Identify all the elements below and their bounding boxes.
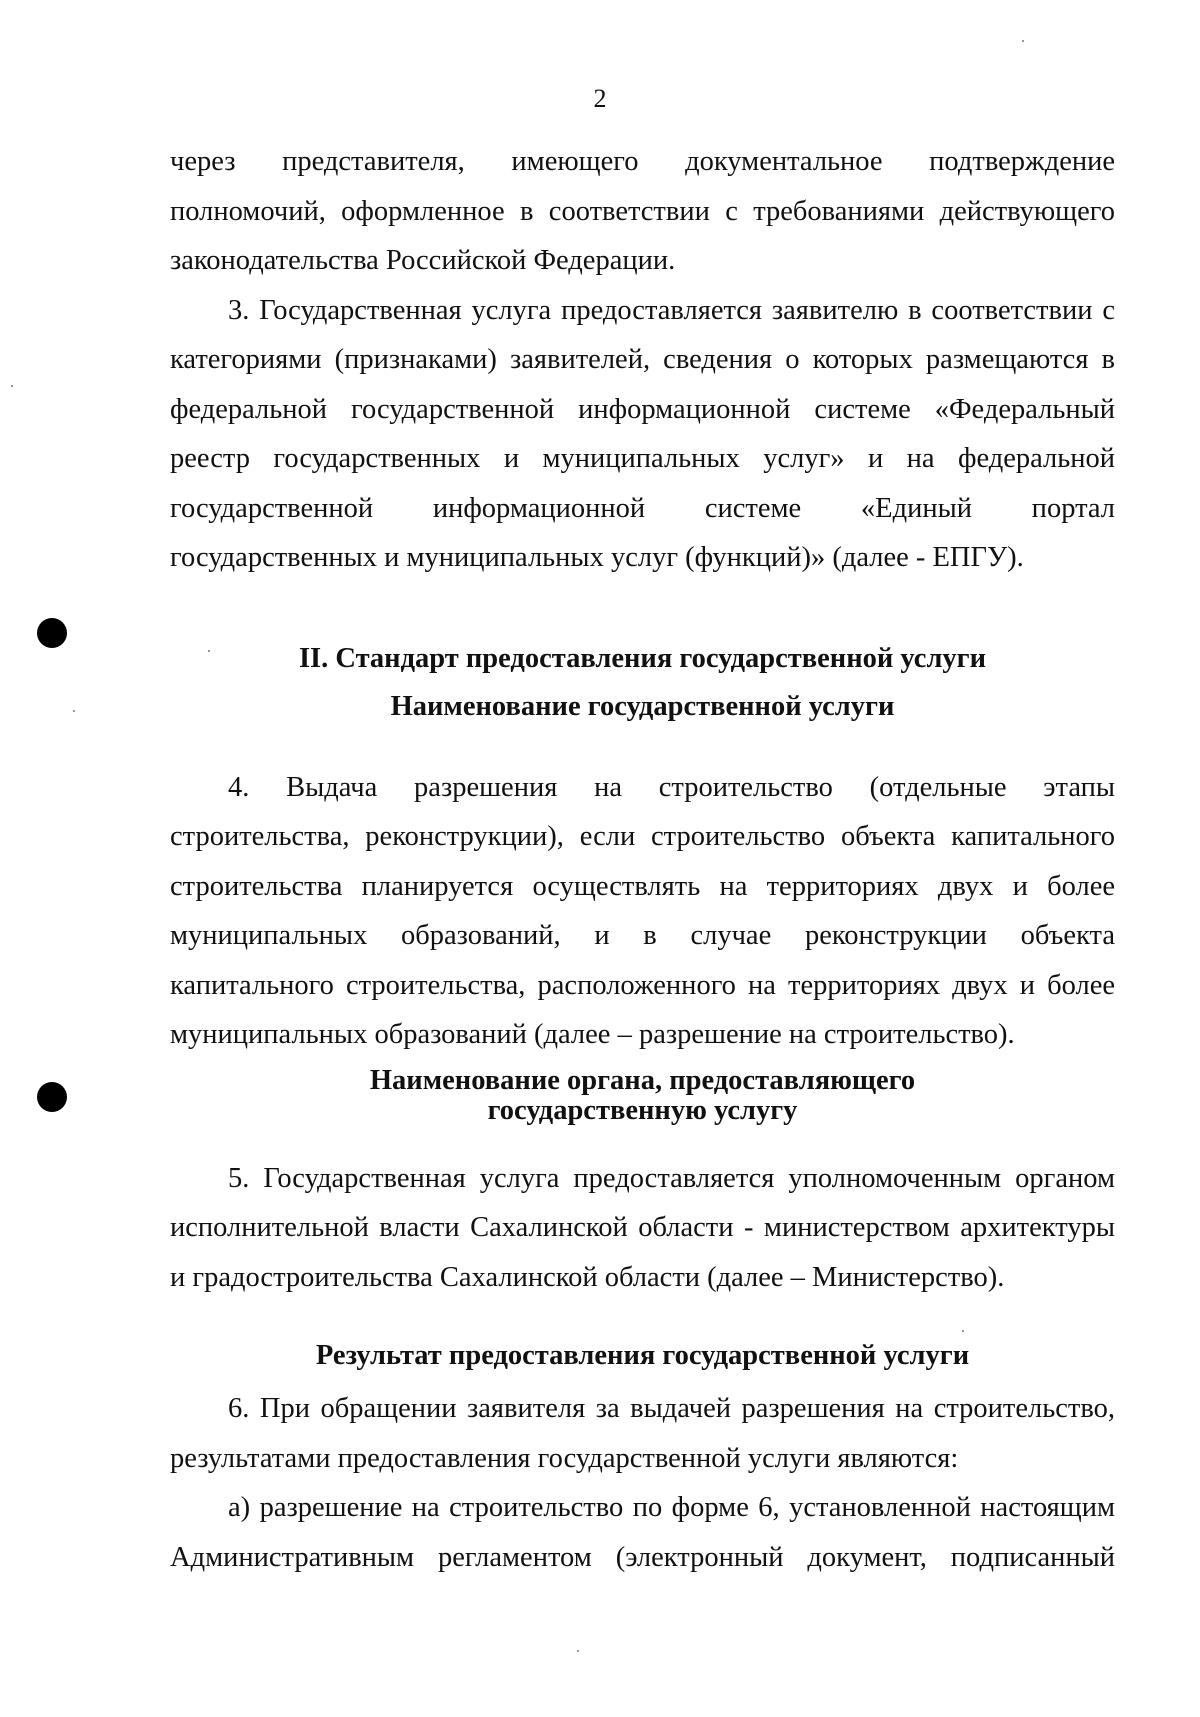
document-body [170, 137, 1115, 1582]
page-number: 2 [593, 84, 607, 113]
scan-speck [577, 1650, 579, 1652]
section-title: II. Стандарт предоставления государственной услуги [298, 642, 987, 674]
scan-speck [11, 385, 13, 387]
paragraph-4: 4. Выдача разрешения на строительство (отдельные этапы строительства, реконструкции), если строительство объекта капитального строительства планируется осуществлять на территориях двух и более муниципальных образований, и в случае реконструкции объекта капитального строительства, расположенного на территориях двух и более муниципальных образований (далее – разрешение на строительство). [170, 771, 1115, 1050]
paragraph-6a: а) разрешение на строительство по форме 6, установленной настоящим Административным регламентом (электронный документ, подписанный [170, 1492, 1115, 1573]
paragraph-3: 3. Государственная услуга предоставляется заявителю в соответствии с категориями (признаками) заявителей, сведения о которых размещаются в федеральной государственной информационной системе «Федеральный реестр государственных и муниципальных услуг» и на федеральной государственной информационной системе «Единый портал государственных и муниципальных услуг (функций)» (далее - ЕПГУ). [170, 294, 1115, 573]
paragraph-6: 6. При обращении заявителя за выдачей разрешения на строительство, результатами предоставления государственной услуги являются: [170, 1393, 1115, 1474]
subsection-title-organ [170, 1066, 1115, 1126]
subsection-title-organ-line1: Наименование органа, предоставляющего [369, 1064, 916, 1096]
punch-hole-mark [37, 1082, 67, 1112]
paragraph-representative: через представителя, имеющего документальное подтверждение полномочий, оформленное в соответствии с требованиями действующего законодательства Российской Федерации. [170, 146, 1115, 276]
punch-hole-mark [37, 618, 67, 648]
scan-speck [1022, 40, 1024, 42]
scan-speck [73, 710, 75, 712]
paragraph-5: 5. Государственная услуга предоставляется уполномоченным органом исполнительной власти Сахалинской области - министерством архитектуры и градостроительства Сахалинской области (далее – Министерство). [170, 1162, 1115, 1293]
subsection-title-service-name: Наименование государственной услуги [390, 690, 895, 722]
subsection-title-result: Результат предоставления государственной услуги [315, 1340, 970, 1371]
subsection-title-organ-line2: государственную услугу [487, 1094, 798, 1126]
